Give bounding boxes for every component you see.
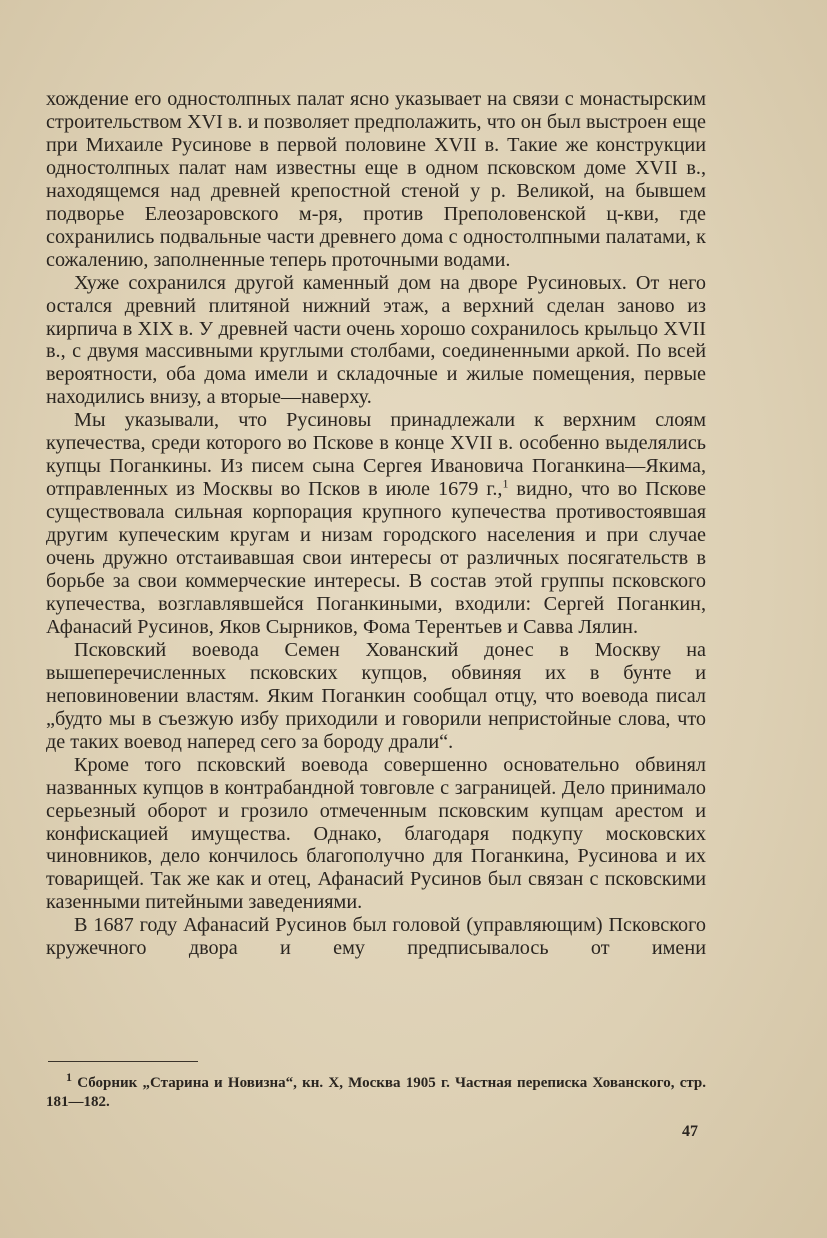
paragraph-2: Хуже сохранился другой каменный дом на дворе Русиновых. От него остался древний плитяной нижний этаж, а верхний сделан заново из кирпича в XIX в. У древней части очень хорошо сохранилось крыльцо XVII в., с двумя массивными круглыми столбами, соединенными аркой. По всей вероятности, оба дома имели и складочные и жилые помещения, первые находились внизу, а вторые—наверху. bbox=[46, 271, 706, 409]
paragraph-3-text-after: видно, что во Пскове существовала сильная корпорация крупного купечества противостоявшая другим купеческим кругам и низам городского населения и при случае очень дружно отстаивавшая свои интересы от различных посягательств в борьбе за свои коммерческие интересы. В состав этой группы псковского купечества, возглавлявшейся Поганкиными, входили: Сергей Поганкин, Афанасий Русинов, Яков Сырников, Фома Терентьев и Савва Лялин. bbox=[46, 478, 706, 638]
footnote-marker: 1 bbox=[66, 1070, 72, 1084]
page-number: 47 bbox=[682, 1123, 698, 1140]
paragraph-3-text-before: Мы указывали, что Русиновы принадлежали к верхним слоям купечества, среди которого во Пскове в конце XVII в. особенно выделялись купцы Поганкины. Из писем сына Сергея Ивановича Поганкина—Якима, отправленных из Москвы во Псков в июле 1679 г., bbox=[46, 409, 706, 501]
paragraph-5: Кроме того псковский воевода совершенно основательно обвинял названных купцов в контрабандной товговле с заграницей. Дело принимало серьезный оборот и грозило отмеченным псковским купцам арестом и конфискацией имущества. Однако, благодаря подкупу московских чиновников, дело кончилось благополучно для Поганкина, Русинова и их товарищей. Так же как и отец, Афанасий Русинов был связан с псковскими казенными питейными заведениями. bbox=[46, 753, 706, 914]
footnote-divider bbox=[48, 1061, 198, 1062]
paragraph-4: Псковский воевода Семен Хованский донес в Москву на вышеперечисленных псковских купцов, обвиняя их в бунте и неповиновении властям. Яким Поганкин сообщал отцу, что воевода писал „будто мы в съезжую избу приходили и говорили непристойные слова, что де таких воевод наперед сего за бороду драли“. bbox=[46, 638, 706, 753]
footnote-reference: 1 bbox=[502, 476, 509, 491]
footnote bbox=[46, 1070, 706, 1112]
footnote-text: Сборник „Старина и Новизна“, кн. X, Москва 1905 г. Частная переписка Хованского, стр. 181—182. bbox=[46, 1075, 706, 1110]
paragraph-3 bbox=[46, 409, 706, 639]
paragraph-1: хождение его одностолпных палат ясно указывает на связи с монастырским строительством XVI в. и позволяет предполажить, что он был выстроен еще при Михаиле Русинове в первой половине XVII в. Такие же конструкции одностолпных палат нам известны еще в одном псковском доме XVII в., находящемся над древней крепостной стеной у р. Великой, на бывшем подворье Елеозаровского м-ря, против Преполовенской ц-кви, где сохранились подвальные части древнего дома с одностолпными палатами, к сожалению, заполненные теперь проточными водами. bbox=[46, 88, 706, 271]
body-text bbox=[46, 88, 706, 960]
paragraph-6: В 1687 году Афанасий Русинов был головой (управляющим) Псковского кружечного двора и ему предписывалось от имени bbox=[46, 914, 706, 960]
